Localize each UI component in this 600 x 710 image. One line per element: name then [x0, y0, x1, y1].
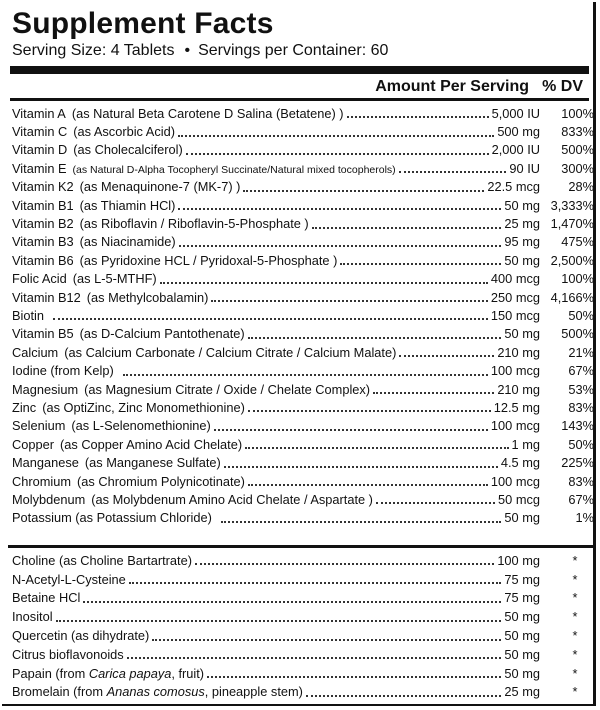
nutrient-name: Vitamin E [12, 160, 67, 176]
nutrient-dv: 1% [575, 510, 594, 526]
nutrient-amount: 95 mg [504, 234, 540, 250]
nutrient-dv: 4,166% [550, 289, 594, 305]
nutrient-name: Vitamin K2 [12, 179, 74, 195]
nutrient-name: Vitamin D [12, 142, 68, 158]
nutrient-source: (as L-5-MTHF) [72, 271, 157, 287]
nutrient-name-cell [12, 437, 242, 452]
nutrient-row [12, 214, 594, 232]
amount-per-serving-header: Amount Per Serving [375, 78, 529, 95]
dot-leader [152, 639, 501, 641]
ingredient-amount: 100 mg [497, 552, 540, 568]
ingredient-name: Quercetin (as dihydrate) [12, 628, 150, 644]
nutrient-name-cell [12, 124, 175, 139]
dot-leader [245, 447, 508, 449]
nutrient-source: (as L-Selenomethionine) [71, 418, 211, 434]
thick-divider [10, 66, 589, 74]
dot-leader [129, 582, 502, 584]
ingredient-dv: * [572, 552, 578, 568]
nutrient-name: Folic Acid [12, 271, 67, 287]
dot-leader [340, 263, 501, 265]
nutrient-name-cell [12, 382, 370, 397]
nutrient-row [12, 380, 594, 398]
nutrient-dv: 67% [568, 491, 594, 507]
nutrient-name: Copper [12, 436, 54, 452]
nutrient-amount: 25 mg [504, 216, 540, 232]
dot-leader [127, 657, 502, 659]
ingredient-amount: 25 mg [504, 684, 540, 700]
nutrient-row [12, 417, 594, 435]
nutrient-dv: 83% [568, 399, 594, 415]
nutrient-name-cell [12, 492, 373, 507]
nutrient-dv: 50% [568, 307, 594, 323]
nutrient-dv: 3,333% [550, 197, 594, 213]
nutrient-amount: 250 mcg [490, 289, 540, 305]
nutrient-name-cell [12, 290, 208, 305]
dot-leader [160, 282, 488, 284]
ingredient-amount: 50 mg [504, 628, 540, 644]
panel-title: Supplement Facts [12, 7, 274, 40]
nutrient-source: (as Manganese Sulfate) [84, 455, 221, 471]
nutrient-name: Manganese [12, 455, 79, 471]
dot-leader [207, 676, 501, 678]
nutrient-amount: 90 IU [509, 160, 540, 176]
nutrient-name: Selenium [12, 418, 66, 434]
dot-leader [178, 135, 494, 137]
nutrient-name-cell [12, 198, 175, 213]
nutrient-name-cell [12, 234, 176, 249]
nutrient-name: Molybdenum [12, 491, 86, 507]
nutrient-name-cell [12, 510, 218, 525]
nutrient-row [12, 306, 594, 324]
bullet-separator: • [184, 42, 191, 59]
nutrient-source: (as Natural Beta Carotene D Salina (Betatene) ) [71, 105, 344, 121]
dot-leader [243, 190, 484, 192]
dot-leader [123, 374, 488, 376]
ingredient-dv: * [572, 665, 578, 681]
ingredient-amount: 50 mg [504, 665, 540, 681]
nutrient-name-cell [12, 308, 50, 323]
dot-leader [178, 208, 501, 210]
other-ingredient-row [12, 607, 594, 626]
nutrient-name-cell [12, 474, 245, 489]
nutrient-dv: 143% [561, 418, 594, 434]
nutrient-list [12, 104, 594, 527]
nutrient-amount: 50 mg [504, 197, 540, 213]
nutrient-amount: 100 mcg [490, 363, 540, 379]
nutrient-amount: 210 mg [497, 381, 540, 397]
ingredient-amount: 75 mg [504, 571, 540, 587]
nutrient-amount: 50 mg [504, 252, 540, 268]
dot-leader [53, 318, 488, 320]
other-ingredient-row [12, 664, 594, 683]
ingredient-dv: * [572, 571, 578, 587]
servings-per-container: Servings per Container: 60 [198, 42, 389, 59]
nutrient-source: (as Menaquinone-7 (MK-7) ) [79, 179, 241, 195]
nutrient-name: Vitamin B1 [12, 197, 74, 213]
nutrient-source: (as Calcium Carbonate / Calcium Citrate / Calcium Malate) [64, 344, 397, 360]
dot-leader [214, 429, 488, 431]
nutrient-source: (as Ascorbic Acid) [73, 124, 175, 140]
ingredient-name: Papain (from [12, 665, 89, 681]
nutrient-amount: 500 mg [497, 124, 540, 140]
nutrient-row [12, 141, 594, 159]
nutrient-amount: 100 mcg [490, 418, 540, 434]
nutrient-row [12, 490, 594, 508]
dot-leader [211, 300, 488, 302]
nutrient-amount: 50 mcg [498, 491, 540, 507]
nutrient-source: (as Thiamin HCl) [79, 197, 176, 213]
serving-size: Serving Size: 4 Tablets [12, 42, 175, 59]
dot-leader [56, 620, 502, 622]
ingredient-amount: 50 mg [504, 609, 540, 625]
nutrient-dv: 475% [561, 234, 594, 250]
nutrient-name-cell [12, 455, 221, 470]
nutrient-row [12, 233, 594, 251]
nutrient-row [12, 196, 594, 214]
section-divider [8, 545, 596, 548]
ingredient-name-cell [12, 647, 124, 662]
other-ingredient-row [12, 645, 594, 664]
ingredient-name-cell [12, 666, 204, 681]
nutrient-row [12, 398, 594, 416]
nutrient-row [12, 122, 594, 140]
ingredient-name: Inositol [12, 609, 53, 625]
nutrient-name: Vitamin A [12, 105, 66, 121]
daily-value-header: % DV [542, 78, 583, 95]
nutrient-name: Calcium [12, 344, 59, 360]
ingredient-species: Carica papaya [88, 665, 172, 681]
nutrient-row [12, 159, 594, 177]
column-header [10, 74, 589, 101]
nutrient-name: Vitamin B5 [12, 326, 74, 342]
nutrient-dv: 21% [568, 344, 594, 360]
nutrient-dv: 1,470% [550, 216, 594, 232]
dot-leader [221, 521, 502, 523]
nutrient-name: Potassium (as Potassium Chloride) [12, 510, 212, 526]
nutrient-dv: 28% [568, 179, 594, 195]
nutrient-name: Vitamin B3 [12, 234, 74, 250]
other-ingredients-list [12, 551, 594, 701]
nutrient-row [12, 104, 594, 122]
nutrient-name: Magnesium [12, 381, 79, 397]
nutrient-amount: 210 mg [497, 344, 540, 360]
nutrient-name-cell [12, 161, 396, 176]
dot-leader [399, 171, 507, 173]
nutrient-source: (as Molybdenum Amino Acid Chelate / Aspartate ) [91, 491, 373, 507]
nutrient-name-cell [12, 400, 245, 415]
dot-leader [399, 355, 494, 357]
nutrient-amount: 100 mcg [490, 473, 540, 489]
nutrient-name-cell [12, 326, 245, 341]
nutrient-name: Vitamin B12 [12, 289, 81, 305]
nutrient-name-cell [12, 216, 309, 231]
ingredient-part: , fruit) [171, 665, 205, 681]
dot-leader [186, 153, 489, 155]
nutrient-dv: 2,500% [550, 252, 594, 268]
nutrient-amount: 2,000 IU [491, 142, 540, 158]
ingredient-name-cell [12, 609, 53, 624]
nutrient-row [12, 435, 594, 453]
dot-leader [224, 466, 498, 468]
ingredient-dv: * [572, 646, 578, 662]
nutrient-row [12, 178, 594, 196]
nutrient-amount: 4.5 mg [500, 455, 540, 471]
nutrient-row [12, 343, 594, 361]
nutrient-dv: 83% [568, 473, 594, 489]
dot-leader [248, 484, 488, 486]
ingredient-name: Citrus bioflavonoids [12, 646, 124, 662]
nutrient-name: Chromium [12, 473, 72, 489]
other-ingredient-row [12, 551, 594, 570]
nutrient-dv: 100% [561, 105, 594, 121]
nutrient-name-cell [12, 179, 240, 194]
ingredient-name: Betaine HCl [12, 590, 81, 606]
nutrient-source: (as Niacinamide) [79, 234, 176, 250]
nutrient-source: (as Pyridoxine HCL / Pyridoxal-5-Phosphate ) [79, 252, 338, 268]
ingredient-name: Choline (as Choline Bartartrate) [12, 552, 192, 568]
nutrient-name-cell [12, 142, 183, 157]
ingredient-amount: 50 mg [504, 646, 540, 662]
nutrient-amount: 5,000 IU [491, 105, 540, 121]
nutrient-name: Biotin [12, 307, 45, 323]
nutrient-amount: 150 mcg [490, 307, 540, 323]
nutrient-source: (as Natural D-Alpha Tocopheryl Succinate/Natural mixed tocopherols) [72, 163, 396, 176]
nutrient-amount: 50 mg [504, 326, 540, 342]
nutrient-dv: 225% [561, 455, 594, 471]
nutrient-row [12, 361, 594, 379]
nutrient-name: Vitamin C [12, 124, 68, 140]
nutrient-name-cell [12, 106, 344, 121]
dot-leader [376, 502, 495, 504]
nutrient-source: (as Methylcobalamin) [86, 289, 209, 305]
nutrient-source: (as Magnesium Citrate / Oxide / Chelate Complex) [84, 381, 371, 397]
nutrient-amount: 12.5 mg [493, 399, 540, 415]
nutrient-name: Iodine (from Kelp) [12, 363, 114, 379]
dot-leader [179, 245, 502, 247]
nutrient-name-cell [12, 363, 120, 378]
dot-leader [248, 410, 491, 412]
dot-leader [195, 563, 494, 565]
nutrient-source: (as D-Calcium Pantothenate) [79, 326, 245, 342]
ingredient-name: Bromelain (from [12, 684, 107, 700]
dot-leader [306, 695, 502, 697]
ingredient-dv: * [572, 590, 578, 606]
ingredient-name-cell [12, 590, 80, 605]
nutrient-row [12, 472, 594, 490]
nutrient-dv: 100% [561, 271, 594, 287]
nutrient-name: Vitamin B2 [12, 216, 74, 232]
nutrient-source: (as Cholecalciferol) [73, 142, 183, 158]
nutrient-name-cell [12, 253, 337, 268]
nutrient-row [12, 453, 594, 471]
nutrient-amount: 22.5 mcg [487, 179, 540, 195]
other-ingredient-row [12, 626, 594, 645]
nutrient-dv: 300% [561, 160, 594, 176]
nutrient-name-cell [12, 418, 211, 433]
ingredient-name-cell [12, 684, 303, 699]
ingredient-name: N-Acetyl-L-Cysteine [12, 571, 126, 587]
serving-info [12, 42, 388, 60]
nutrient-row [12, 251, 594, 269]
dot-leader [373, 392, 494, 394]
nutrient-dv: 67% [568, 363, 594, 379]
ingredient-name-cell [12, 628, 149, 643]
nutrient-row [12, 288, 594, 306]
nutrient-amount: 50 mg [504, 510, 540, 526]
nutrient-name-cell [12, 345, 396, 360]
nutrient-source: (as Chromium Polynicotinate) [77, 473, 245, 489]
nutrient-amount: 1 mg [511, 436, 540, 452]
ingredient-name-cell [12, 572, 126, 587]
ingredient-part: , pineapple stem) [204, 684, 303, 700]
nutrient-name: Zinc [12, 399, 37, 415]
nutrient-source: (as Riboflavin / Riboflavin-5-Phosphate ) [79, 216, 309, 232]
nutrient-dv: 833% [561, 124, 594, 140]
ingredient-name-cell [12, 553, 192, 568]
nutrient-name-cell [12, 271, 157, 286]
other-ingredient-row [12, 683, 594, 702]
other-ingredient-row [12, 570, 594, 589]
nutrient-dv: 53% [568, 381, 594, 397]
dot-leader [83, 601, 501, 603]
nutrient-source: (as OptiZinc, Zinc Monomethionine) [42, 399, 245, 415]
nutrient-amount: 400 mcg [490, 271, 540, 287]
nutrient-source: (as Copper Amino Acid Chelate) [59, 436, 243, 452]
dot-leader [248, 337, 502, 339]
nutrient-row [12, 509, 594, 527]
nutrient-row [12, 270, 594, 288]
nutrient-dv: 500% [561, 142, 594, 158]
ingredient-dv: * [572, 628, 578, 644]
ingredient-species: Ananas comosus [106, 684, 205, 700]
nutrient-dv: 500% [561, 326, 594, 342]
dot-leader [347, 116, 489, 118]
ingredient-dv: * [572, 684, 578, 700]
ingredient-dv: * [572, 609, 578, 625]
ingredient-amount: 75 mg [504, 590, 540, 606]
nutrient-dv: 50% [568, 436, 594, 452]
other-ingredient-row [12, 589, 594, 608]
nutrient-row [12, 325, 594, 343]
dot-leader [312, 227, 502, 229]
nutrient-name: Vitamin B6 [12, 252, 74, 268]
